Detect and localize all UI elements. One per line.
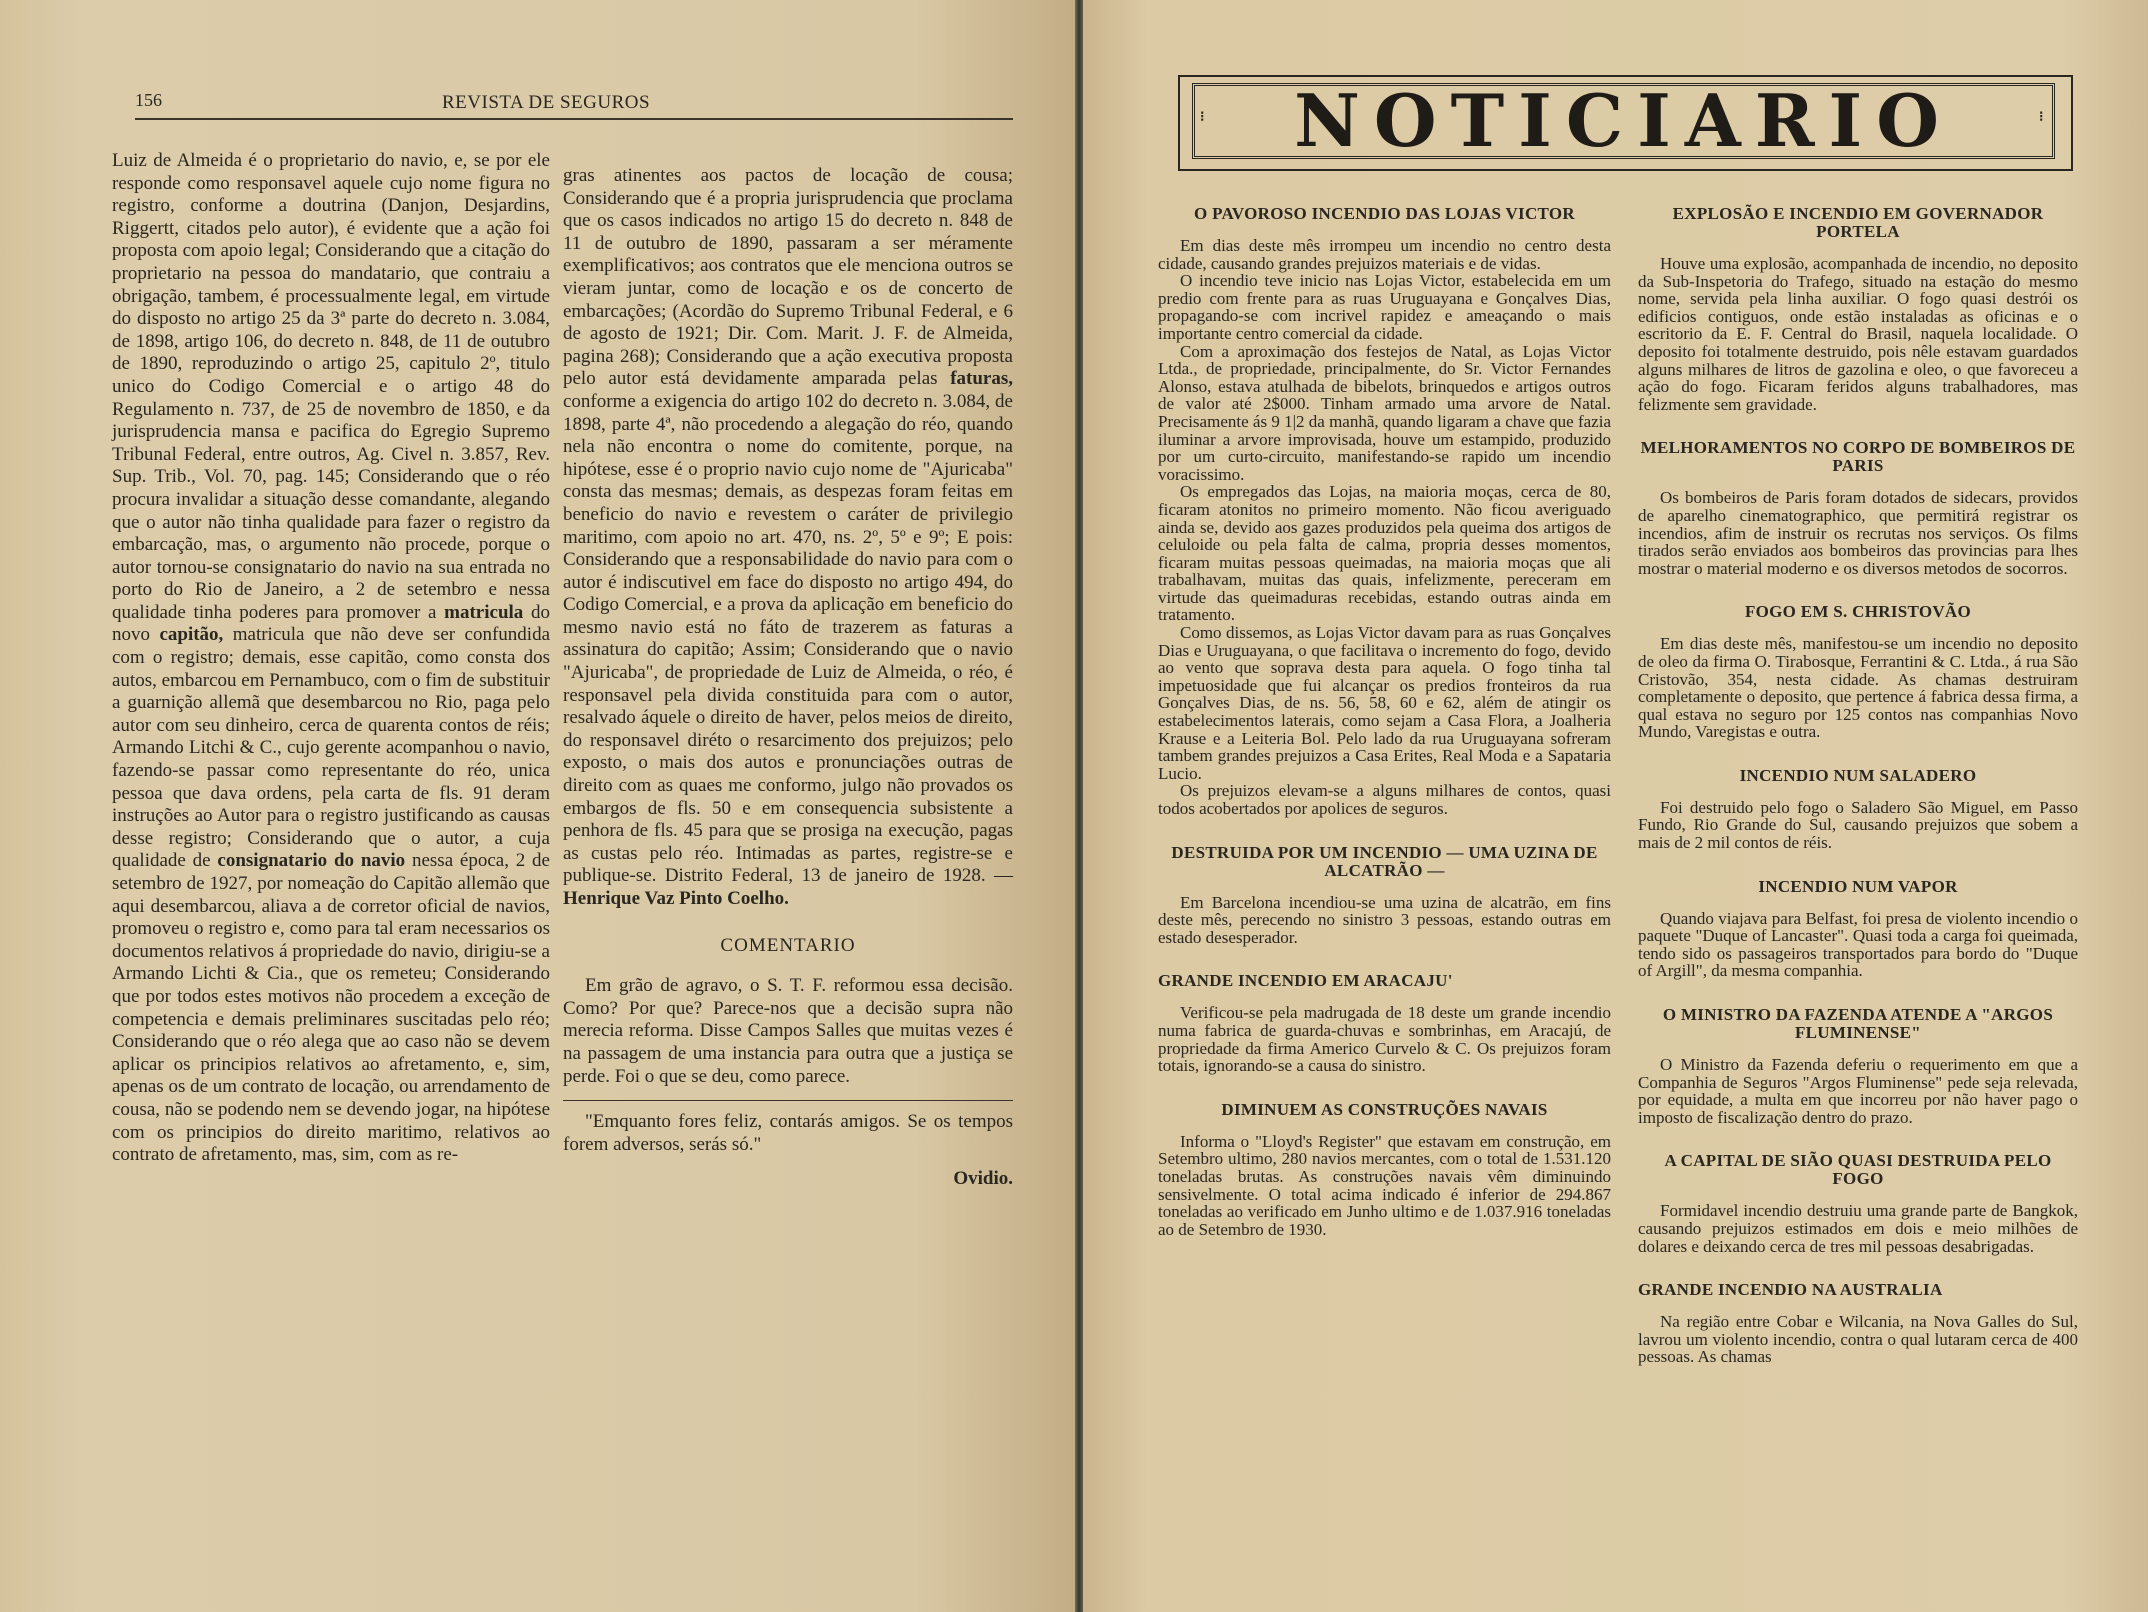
section-banner (1178, 75, 2073, 171)
article-headline: FOGO EM S. CHRISTOVÃO (1744, 602, 1972, 622)
paragraph: Com a aproximação dos festejos de Natal, as Lojas Victor Ltda., de propriedade, principalmente, do Sr. Victor Fernandes Alonso, estava atulhada de bibelots, brinquedos e artigos outros de valor até 2$000. Tinham armado uma arvore de Natal. Precisamente ás 9 1|2 da manhã, quando ligaram a chave que fazia iluminar a arvore improvisada, houve um estampido, produzido por um curto-circuito, manifestando-se rapido um incendio voracissimo. (1158, 341, 1611, 484)
bold-text: consignatario do navio (217, 850, 406, 872)
paragraph: O Ministro da Fazenda deferiu o requerimento em que a Companhia de Seguros "Argos Fluminense" pede seja relevada, por equidade, a multa em que incorreu por não haver pago o imposto de fiscalização dentro do prazo. (1638, 1055, 2078, 1127)
comentario-title: COMENTARIO (720, 934, 856, 956)
spacer (1638, 741, 2078, 767)
article-headline: GRANDE INCENDIO EM ARACAJU' (1158, 971, 1453, 991)
paragraph: Houve uma explosão, acompanhada de incendio, no deposito da Sub-Inspetoria do Trafego, situado na estação do mesmo nome, servida pela linha auxiliar. O fogo quasi destrói os edificios contiguos, onde estão instaladas as oficinas e o escritorio da E. F. Central do Brasil, naquela localidade. O deposito foi totalmente destruido, pois nêle estavam guardados alguns milhares de litros de gazolina e oleo, o que favoreceu a ação do fogo. Ficaram feridos alguns trabalhadores, mas felizmente sem gravidade. (1638, 254, 2078, 414)
bold-text: matricula (444, 601, 524, 623)
signature-judge: Henrique Vaz Pinto Coelho. (563, 888, 789, 909)
paragraph: Em dias deste mês irrompeu um incendio no centro desta cidade, causando grandes prejuizos materiais e de vidas. (1158, 236, 1611, 273)
paragraph: Como dissemos, as Lojas Victor davam para as ruas Gonçalves Dias e Uruguayana, o que facilitava o incremento do fogo, devido ao vento que soprava desta para aquela. O fogo tinha tal impetuosidade que fui alcançar os predios fronteiros da rua Gonçalves Dias, de ns. 56, 58, 60 e 62, além de atingir os estabelecimentos laterais, como sejam a Casa Flora, a Joalheria Krause e a Leiteria Bol. Pelo lado da rua Uruguayana sofreram tambem grandes prejuizos a Casa Erites, Real Moda e a Sapataria Lucio. (1158, 623, 1611, 783)
paragraph: O incendio teve inicio nas Lojas Victor, estabelecida em um predio com frente para as ruas Uruguayana e Gonçalves Dias, propagando-se com incrivel rapidez e ameaçando o mais importante centro comercial da cidade. (1158, 271, 1611, 343)
quote: "Emquanto fores feliz, contarás amigos. Se os tempos forem adversos, serás só." (563, 1111, 1013, 1155)
paragraph: Em dias deste mês, manifestou-se um incendio no deposito de oleo da firma O. Tirabosque, Ferrantini & C. Ltda., á rua São Cristovão, 354, nesta cidade. As chamas destruiram completamente o deposito, que pertence á fabrica dessa firma, a qual estava no seguro por 125 contos nas companhias Novo Mundo, Varegistas e outra. (1638, 634, 2078, 742)
ornament-icon: ⁝ (2039, 110, 2044, 125)
running-head: REVISTA DE SEGUROS (442, 92, 651, 113)
spacer (1158, 818, 1611, 844)
paragraph: Os prejuizos elevam-se a alguns milhares de contos, quasi todos acobertados por apolices de seguros. (1158, 781, 1611, 818)
right-column-1 (1158, 205, 1611, 1238)
spacer (1638, 852, 2078, 878)
page-number: 156 (135, 90, 162, 110)
spacer (1638, 577, 2078, 603)
book-gutter (1075, 0, 1083, 1612)
paragraph: Os empregados das Lojas, na maioria moças, cerca de 80, ficaram atonitos no primeiro momento. Não ficou averiguado ainda se, devido aos gazes produzidos pela queima dos artigos de celuloide ou pela falta de calma, propria desses momentos, ficaram muitas pessoas queimadas, na maioria moças que ali trabalhavam, muitas das quais, infelizmente, pereceram em virtude das queimaduras recebidas, estando outras ainda em tratamento. (1158, 482, 1611, 625)
paragraph: Quando viajava para Belfast, foi presa de violento incendio o paquete "Duque of Lancaster". Quasi toda a carga foi queimada, tendo sido os passageiros transportados para bordo do "Duque of Argill", da mesma companhia. (1638, 908, 2078, 981)
text-span: nessa época, 2 de setembro de 1927, por nomeação do Capitão allemão que aqui desembarcou, aliava a de corretor oficial de navios, promoveu o registro e, como para tal eram necessarios os documentos relativos á propriedade do navio, dirigiu-se a Armando Lichti & Cia., que os remeteu; Considerando que por todos estes motivos não procedem a exceção de competencia e demais preliminares suscitadas pelo réo; Considerando que o réo alega que ao caso não se devem aplicar os principios relativos ao afretamento, e, sim, apenas os de um contrato de locação, ou arrendamento de cousa, não se podendo nem se devendo jogar, na hipótese com os principios do direito maritimo, relativos ao contrato de afretamento, mas, sim, com as re- (112, 850, 550, 1166)
paragraph: Informa o "Lloyd's Register" que estavam em construção, em Setembro ultimo, 280 navios mercantes, com o total de 1.531.120 toneladas brutas. As construções navais vêm diminuindo sensivelmente. O total acima indicado é inferior de 294.867 toneladas ao verificado em Junho ultimo e de 1.037.916 toneladas ao de Setembro de 1930. (1158, 1131, 1611, 1239)
bold-text: capitão, (159, 624, 224, 646)
right-column-2 (1638, 205, 2078, 1366)
divider (563, 1100, 1013, 1101)
article-headline: MELHORAMENTOS NO CORPO DE BOMBEIROS DE PARIS (1640, 438, 2076, 476)
text-span: do novo (112, 601, 550, 646)
spacer (1638, 1255, 2078, 1281)
article-headline: DESTRUIDA POR UM INCENDIO — UMA UZINA DE ALCATRÃO — (1171, 842, 1598, 880)
text-span: matricula que não deve ser confundida com o registro; demais, esse capitão, como consta dos autos, embarcou em Pernambuco, com o fim de substituir a guarnição allemã que desembarcou no Rio, paga pelo autor com seu dinheiro, cerca de quarenta contos de réis; Armando Litchi & C., cujo gerente acompanhou o navio, fazendo-se passar como representante do réo, unica pessoa que dava ordens, pela carta de fls. 91 deram instruções ao Autor para o registro justificando as causas desse registro; Considerando que o autor, a cuja qualidade de (112, 624, 551, 872)
paragraph: Os bombeiros de Paris foram dotados de sidecars, providos de aparelho cinematographico, que permitirá registrar os incendios, afim de instruir os recrutas nos serviços. Os films tirados serão enviados aos bombeiros das provincias para lhes mostrar o material moderno e os diversos metodos de socorros. (1638, 488, 2078, 578)
paragraph: Na região entre Cobar e Wilcania, na Nova Galles do Sul, lavrou um violento incendio, contra o qual lutaram cerca de 400 pessoas. As chamas (1638, 1312, 2078, 1367)
paragraph: Foi destruido pelo fogo o Saladero São Miguel, em Passo Fundo, Rio Grande do Sul, causando prejuizos que sobem a mais de 2 mil contos de réis. (1638, 797, 2078, 853)
comentario-text: Em grão de agravo, o S. T. F. reformou essa decisão. Como? Por que? Parece-nos que a decisão supra não merecia reforma. Disse Campos Salles que muitas vezes é na passagem de uma instancia para outra que a justiça se perde. Foi o que se deu, como parece. (563, 975, 1013, 1087)
left-column-2 (563, 165, 1013, 1191)
spacer (1638, 1126, 2078, 1152)
article-headline: INCENDIO NUM VAPOR (1758, 876, 1958, 896)
paragraph: Formidavel incendio destruiu uma grande parte de Bangkok, causando prejuizos estimados em dois e meio milhões de dolares e deixando cerca de tres mil pessoas desabrigadas. (1638, 1201, 2078, 1256)
article-headline: INCENDIO NUM SALADERO (1739, 765, 1977, 785)
article-headline: O PAVOROSO INCENDIO DAS LOJAS VICTOR (1194, 204, 1575, 223)
banner-inner-frame (1192, 78, 2055, 163)
article-headline: GRANDE INCENDIO NA AUSTRALIA (1638, 1280, 1943, 1300)
right-page (1083, 0, 2148, 1612)
paragraph: Em Barcelona incendiou-se uma uzina de alcatrão, em fins deste mês, perecendo no sinistro 3 pessoas, estando outras em estado desesperador. (1158, 892, 1611, 947)
text-span: conforme a exigencia do artigo 102 do decreto n. 3.084, de 1898, parte 4ª, não procedendo a alegação do réo, quando nela não encontra o nome do comitente, porque, na hipótese, esse é o proprio navio cujo nome de "Ajuricaba" consta das mesmas; demais, as despezas foram feitas em beneficio do navio e revestem o caráter de privilegio maritimo, com apoio no art. 470, ns. 2º, 5º e 9º; E pois: Considerando que a responsabilidade do navio para com o autor é indiscutivel em face do disposto no artigo 494, do Codigo Comercial, e a prova da aplicação em beneficio do mesmo navio está no fáto de trazerem as faturas a assinatura do capitão; Assim; Considerando que o navio "Ajuricaba", de propriedade de Luiz de Almeida, o réo, é responsavel pela divida constituida para com o autor, resalvado áquele o direito de haver, pelos meios de direito, do responsavel diréto o resarcimento dos prejuizos; pelo exposto, o mais dos autos e pronunciações outras de direito com as quaes me conformo, julgo não provados os embargos de fls. 50 e em consequencia subsistente a penhora de fls. 45 para que se prosiga na execução, pagas as custas pelo réo. Intimadas as partes, registre-se e publique-se. Distrito Federal, 13 de janeiro de 1928. — (563, 390, 1013, 887)
paragraph (563, 165, 1013, 911)
text-span: Luiz de Almeida é o proprietario do navio, e, se por ele responde como responsavel aquele cujo nome figura no registro, conforme a doutrina (Danjon, Desjardins, Riggertt, citados pelo autor), é evidente que a ação foi proposta com apoio legal; Considerando que a citação do proprietario na pessoa do mandatario, que contraiu a obrigação, tambem, é processualmente legal, em virtude do disposto no artigo 25 da 3ª parte do decreto n. 3.084, de 1898, artigo 106, do decreto n. 848, de 11 de outubro de 1890, reproduzindo o artigo 25, capitulo 2º, titulo unico do Codigo Comercial e o artigo 48 do Regulamento n. 737, de 25 de novembro de 1850, e da jurisprudencia mansa e pacifica do Egregio Supremo Tribunal Federal, entre outros, Ag. Civel n. 3.857, Rev. Sup. Trib., Vol. 70, pag. 145; Considerando que o réo procura invalidar a situação desse comandante, alegando que o autor não tinha qualidade para fazer o registro da embarcação, mas, o argumento não procede, porque o autor tornou-se consignatario do navio na sua entrada no porto do Rio de Janeiro, a 2 de setembro e nessa qualidade tinha poderes para promover a (112, 150, 550, 623)
text-span: gras atinentes aos pactos de locação de cousa; Considerando que é a propria jurisprudencia que proclama que os casos indicados no artigo 15 do decreto n. 848 de 11 de outubro de 1890, passaram a ser méramente exemplificativos; aos contratos que ele menciona outros se vieram juntar, como de locação e os de concerto de embarcações; (Acordão do Supremo Tribunal Federal, e 6 de agosto de 1921; Dir. Com. Marit. J. F. de Almeida, pagina 268); Considerando que a ação executiva proposta pelo autor está devidamente amparada pelas (563, 165, 1013, 390)
spacer (1638, 413, 2078, 439)
spacer (1158, 946, 1611, 972)
quote-author: Ovidio. (953, 1168, 1013, 1190)
page-header (135, 88, 1013, 120)
paragraph: Verificou-se pela madrugada de 18 deste um grande incendio numa fabrica de guarda-chuvas e sombrinhas, em Aracajú, de propriedade da firma Americo Curvelo & C. Os prejuizos foram totais, ignorando-se a causa do sinistro. (1158, 1003, 1611, 1076)
ornament-icon: ⁝ (1200, 110, 1205, 125)
article-headline: EXPLOSÃO E INCENDIO EM GOVERNADOR PORTELA (1672, 204, 2044, 241)
bold-text: faturas, (950, 368, 1013, 390)
paragraph (112, 150, 550, 1167)
article-headline: O MINISTRO DA FAZENDA ATENDE A "ARGOS FLUMINENSE" (1662, 1005, 2054, 1043)
section-title: NOTICIARIO (1294, 78, 1953, 163)
spacer (1158, 1075, 1611, 1101)
article-headline: A CAPITAL DE SIÃO QUASI DESTRUIDA PELO FOGO (1664, 1151, 2052, 1189)
article-headline: DIMINUEM AS CONSTRUÇÕES NAVAIS (1221, 1099, 1548, 1119)
spacer (1638, 980, 2078, 1006)
left-column-1 (112, 150, 550, 1167)
